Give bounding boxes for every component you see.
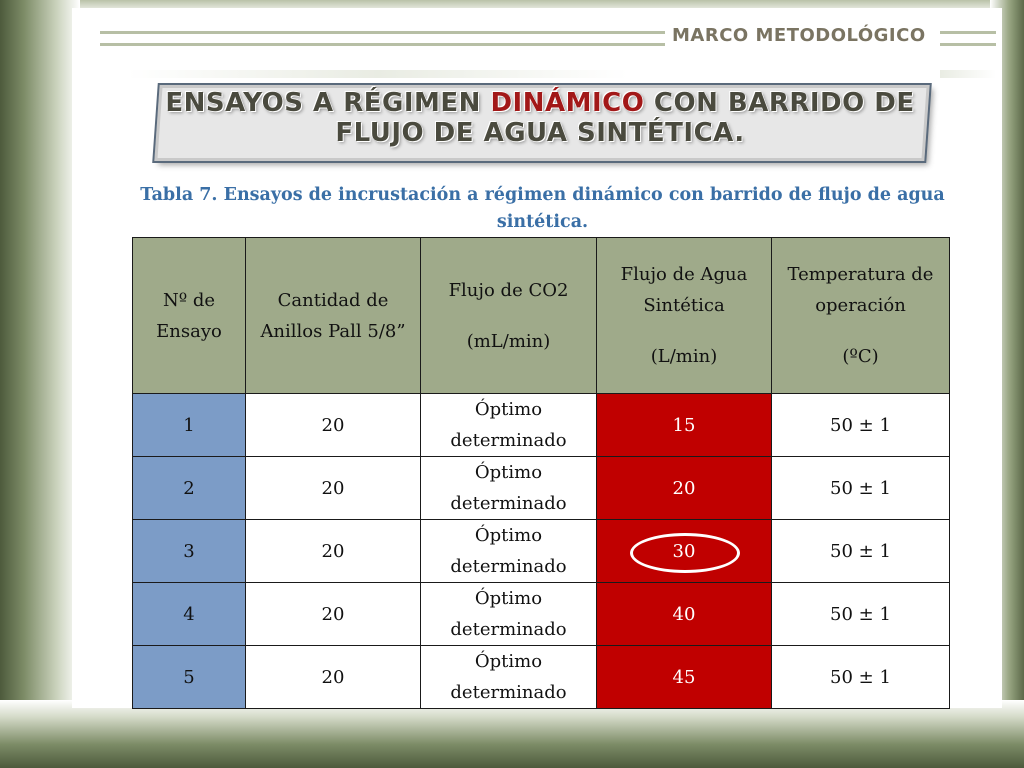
title-highlight: DINÁMICO [490, 88, 645, 118]
header-co2: Flujo de CO2 (mL/min) [421, 238, 597, 394]
cell-ensayo: 5 [133, 646, 246, 709]
cell-ensayo: 2 [133, 457, 246, 520]
highlight-circle [630, 533, 740, 573]
table-row [133, 394, 950, 457]
cell-agua: 15 [597, 394, 772, 457]
table-row [133, 646, 950, 709]
section-title: MARCO METODOLÓGICO [672, 25, 926, 46]
cell-co2: Óptimo determinado [421, 520, 597, 583]
title-part-2: CON BARRIDO DE FLUJO DE AGUA SINTÉTICA. [335, 88, 915, 148]
decorative-bar-right [940, 70, 996, 78]
table-row [133, 520, 950, 583]
cell-co2: Óptimo determinado [421, 583, 597, 646]
cell-ensayo: 4 [133, 583, 246, 646]
header-temperatura: Temperatura de operación (ºC) [772, 238, 950, 394]
cell-anillos: 20 [246, 394, 421, 457]
assays-table [132, 237, 950, 709]
header-divider-right [940, 31, 996, 46]
cell-anillos: 20 [246, 646, 421, 709]
slide-title [165, 88, 915, 154]
cell-anillos: 20 [246, 457, 421, 520]
header-divider-left [100, 31, 665, 46]
table-header-row [133, 238, 950, 394]
slide-frame-left [0, 0, 80, 768]
cell-agua: 40 [597, 583, 772, 646]
header-co2-unit: (mL/min) [466, 330, 551, 352]
cell-ensayo: 1 [133, 394, 246, 457]
cell-anillos: 20 [246, 520, 421, 583]
header-agua: Flujo de Agua Sintética (L/min) [597, 238, 772, 394]
cell-temperatura: 50 ± 1 [772, 583, 950, 646]
header-agua-unit: (L/min) [650, 346, 718, 367]
cell-co2: Óptimo determinado [421, 394, 597, 457]
table-caption: Tabla 7. Ensayos de incrustación a régimen dinámico con barrido de flujo de agua sintética. [140, 185, 945, 232]
cell-temperatura: 50 ± 1 [772, 457, 950, 520]
slide-frame-bottom [0, 700, 1024, 768]
cell-agua-highlighted: 30 [597, 520, 772, 583]
title-part-1: ENSAYOS A RÉGIMEN [165, 88, 491, 118]
cell-temperatura: 50 ± 1 [772, 520, 950, 583]
cell-co2: Óptimo determinado [421, 457, 597, 520]
header-temp-unit: (ºC) [842, 346, 879, 367]
header-anillos: Cantidad de Anillos Pall 5/8” [246, 238, 421, 394]
cell-ensayo: 3 [133, 520, 246, 583]
table-row [133, 457, 950, 520]
cell-temperatura: 50 ± 1 [772, 646, 950, 709]
decorative-bar [128, 70, 628, 78]
cell-agua: 20 [597, 457, 772, 520]
cell-anillos: 20 [246, 583, 421, 646]
header-ensayo: Nº de Ensayo [133, 238, 246, 394]
table-row [133, 583, 950, 646]
cell-agua: 45 [597, 646, 772, 709]
cell-temperatura: 50 ± 1 [772, 394, 950, 457]
cell-co2: Óptimo determinado [421, 646, 597, 709]
